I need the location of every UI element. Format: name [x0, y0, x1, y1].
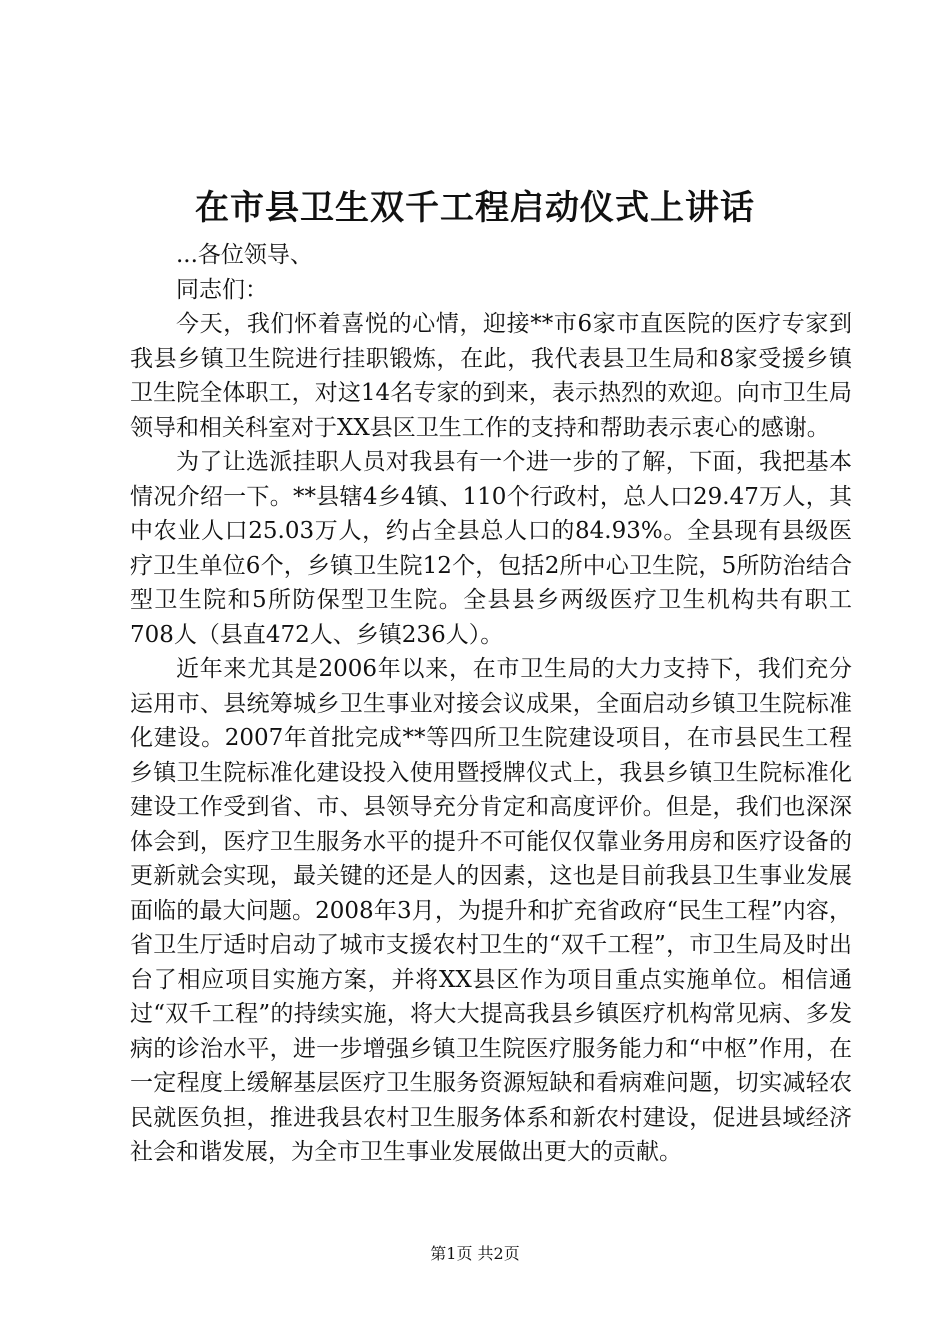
salutation-line-2: 同志们：: [176, 276, 268, 303]
document-title: 在市县卫生双千工程启动仪式上讲话: [195, 188, 755, 228]
page-footer: 第1页 共2页: [430, 1244, 520, 1263]
salutation-line-1: ...各位领导、: [176, 242, 313, 268]
paragraph-welcome: 今天，我们怀着喜悦的心情，迎接**市6家市直医院的医疗专家到我县乡镇卫生院进行挂职锻炼，在此，我代表县卫生局和8家受援乡镇卫生院全体职工，对这14名专家的到来，表示热烈的欢迎。向市卫生局领导和相关科室对于XX县区卫生工作的支持和帮助表示衷心的感谢。: [130, 311, 852, 441]
paragraph-basic-info: 为了让选派挂职人员对我县有一个进一步的了解，下面，我把基本情况介绍一下。**县辖4乡4镇、110个行政村，总人口29.47万人，其中农业人口25.03万人，约占全县总人口的84.93%。全县现有县级医疗卫生单位6个，乡镇卫生院12个，包括2所中心卫生院，5所防治结合型卫生院和5所防保型卫生院。全县县乡两级医疗卫生机构共有职工708人（县直472人、乡镇236人）。: [130, 449, 852, 648]
paragraph-development: 近年来尤其是2006年以来，在市卫生局的大力支持下，我们充分运用市、县统筹城乡卫生事业对接会议成果，全面启动乡镇卫生院标准化建设。2007年首批完成**等四所卫生院建设项目，在市县民生工程乡镇卫生院标准化建设投入使用暨授牌仪式上，我县乡镇卫生院标准化建设工作受到省、市、县领导充分肯定和高度评价。但是，我们也深深体会到，医疗卫生服务水平的提升不可能仅仅靠业务用房和医疗设备的更新就会实现，最关键的还是人的因素，这也是目前我县卫生事业发展面临的最大问题。2008年3月，为提升和扩充省政府“民生工程”内容，省卫生厅适时启动了城市支援农村卫生的“双千工程”，市卫生局及时出台了相应项目实施方案，并将XX县区作为项目重点实施单位。相信通过“双千工程”的持续实施，将大大提高我县乡镇医疗机构常见病、多发病的诊治水平，进一步增强乡镇卫生院医疗服务能力和“中枢”作用，在一定程度上缓解基层医疗卫生服务资源短缺和看病难问题，切实减轻农民就医负担，推进我县农村卫生服务体系和新农村建设，促进县域经济社会和谐发展，为全市卫生事业发展做出更大的贡献。: [130, 656, 852, 1165]
document-body: [130, 238, 852, 1170]
